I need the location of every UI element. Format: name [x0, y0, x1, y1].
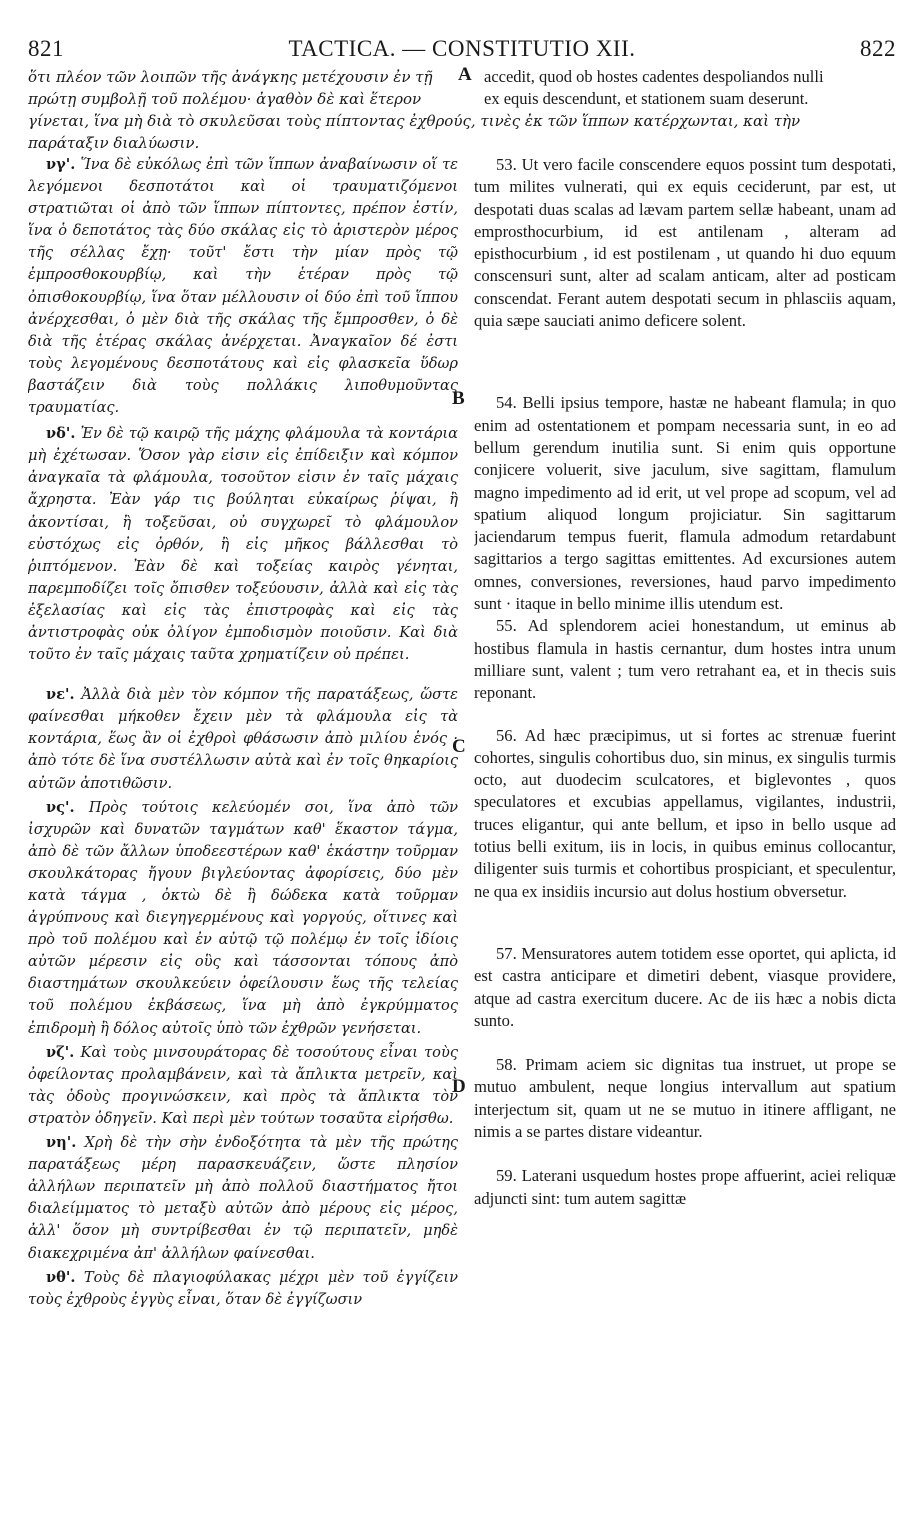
paragraph-text: Χρὴ δὲ τὴν σὴν ἐνδοξότητα τὰ μὲν τῆς πρώτης παρατάξεως μέρη παρασκευάζειν, ὥστε πλησίον ἀλλήλων περιπατεῖν μὴ ἀπὸ πολλοῦ διαστήματος ἤτοι διαλείμματος τὸ μεταξὺ αὐτῶν ἀπὸ μέρους εἰς μέρος, ἀλλ' ὅσον μὴ συντρίβεσθαι ἐν τῷ περιπατεῖν, μηδὲ διακεχριμένα ἀπ' ἀλλήλων φαίνεσθαι. [28, 1134, 458, 1262]
paragraph-number: 56. [496, 725, 517, 745]
paragraph-text: Ἐν δὲ τῷ καιρῷ τῆς μάχης φλάμουλα τὰ κοντάρια μὴ ἐχέτωσαν. Ὅσον γὰρ εἰσιν εἰς ἐπίδειξιν καὶ κόμπον ἀναγκαῖα τὰ φλάμουλα, τοσοῦτον εἰσιν ἐν ταῖς μάχαις ἄχρηστα. Ἐὰν γάρ τις βούληται εὐκαίρως ῥίψαι, ἢ ἀκοντίσαι, ἢ τοξεῦσαι, οὐ συγχωρεῖ τὸ φλάμουλον εὐστόχως εἰς ὀρθόν, ἢ εἰς μῆκος βάλλεσθαι τὸ ῥιπτόμενον. Ἐὰν δὲ καὶ τοξείας καιρὸς γένηται, παρεμποδίζει τοῖς ὄπισθεν τοξεύουσιν, ἀλλὰ καὶ εἰς τὰς ἐξελασίας καὶ εἰς τὰς ἐπιστροφὰς καὶ εἰς τὰς ἀντιστροφὰς οὐκ ὀλίγον ἐμποδισμὸν ποιοῦσιν. Καὶ διὰ τοῦτο ἐν ταῖς μάχαις ταῦτα χρηματίζειν οὐ πρέπει. [28, 425, 458, 664]
latin-paragraph [474, 943, 896, 1032]
paragraph-text: Belli ipsius tempore, hastæ ne habeant flamula; in quo enim ad ostentationem et pompam necessaria sunt, in eo ad bellum gerendum inutilia sunt. Si enim quis opportune conjicere voluerit, sive jaculum, sive sagittam, flamulum magno impedimento ad id erit, ut vel prope ad scopum, vel ad spatium aliquod longum projiciatur. Sin sagittarum jaciendarum tempus fuerit, flamula admodum retardabunt sagittarios a tergo sagittas emittentes. Ad excursiones autem omnes, conversiones, reversiones, haud parvo impedimento sunt · itaque in bello minime illis utendum est. [474, 393, 896, 614]
paragraph-text: Ad hæc præcipimus, ut si fortes ac strenuæ fuerint cohortes, singulis cohortibus duo, sin minus, ex singulis turmis octo, aut duodecim sculcatores, et biglevontes , quos speculatores et excubias appellamus, vigilantes, industrii, truces eligantur, qui ante bellum, et ipso in bello usque ad totius belli exitum, iis in locis, in quibus eminus collocantur, diligenter suis turmis et cohortibus prospiciant, et speculentur, ne qua ex insidiis incursio aut dolus hostium obversetur. [474, 725, 896, 901]
paragraph-text: Mensuratores autem totidem esse oportet, qui aplicta, id est castra anticipare et dimetiri debent, viasque providere, atque ad castra exercitum ducere. Ac de iis hæc a nobis dicta sunto. [474, 943, 896, 1030]
greek-paragraph [28, 684, 458, 794]
paragraph-number: νς'. [46, 798, 75, 816]
intro-greek-line: παράταξιν διαλύωσιν. [28, 134, 200, 152]
paragraph-text: Καὶ τοὺς μινσουράτορας δὲ τοσούτους εἶναι τοὺς ὀφείλοντας προλαμβάνειν, καὶ τὰ ἄπλικτα μετρεῖν, καὶ τὰς ὁδοὺς προγινώσκειν, καὶ πρὸς τὰ ἄπλικτα τὸν στρατὸν ὁδηγεῖν. Καὶ περὶ μὲν τούτων τοσαῦτα εἰρήσθω. [28, 1043, 458, 1127]
paragraph-number: νζ'. [46, 1043, 75, 1061]
paragraph-number: 55. [496, 616, 517, 636]
paragraph-text: Ut vero facile conscendere equos possint tum despotati, tum milites vulnerati, qui ex equis ceciderunt, par est, ut despotati duas scalas ad lævam partem sellæ habeant, unam ad emprosthocurbium, id est antilenam , alteram ad episthocurbium , id est postilenam , ut quando hi duo equum conscensuri sunt, alter ad scalam anticam, alter ad posticam conscendat. Ferant autem despotati secum in phlasciis aquam, quia sæpe sauciati animo deficere solent. [474, 155, 896, 331]
paragraph-text: Πρὸς τούτοις κελεύομέν σοι, ἵνα ἀπὸ τῶν ἰσχυρῶν καὶ δυνατῶν ταγμάτων καθ' ἕκαστον τάγμα, ἀπὸ δὲ τῶν ἄλλων ὑποδεεστέρων καθ' ἑκάστην τοῦρμαν σκουλκάτορας ἤγουν βιγλεύοντας ἀφορίσεις, δύο μὲν κατὰ τάγμα , ὀκτὼ δὲ ἢ δώδεκα κατὰ τοῦρμαν ἀγρύπνους καὶ διεγηγερμένους καὶ γοργούς, οἵτινες καὶ πρὸ τοῦ πολέμου καὶ ἐν αὐτῷ τῷ πολέμῳ ἐν τοῖς ἰδίοις αὐτῶν μέρεσιν εἰς οὓς καὶ τάσσονται τόπους ἀπὸ διαστημάτων σκουλκεύειν ὀφείλουσιν ἕως τῆς τελείας τοῦ πολέμου ἐκβάσεως, ἵνα μὴ ἀπὸ ἐγκρύμματος ἐπιδρομὴ ἢ δόλος αὐτοῖς ὑπὸ τῶν ἐχθρῶν γενήσεται. [28, 798, 458, 1037]
paragraph-number: νγ'. [46, 156, 76, 173]
greek-paragraph [28, 1132, 458, 1265]
greek-paragraph [28, 1267, 458, 1311]
intro-greek [28, 66, 458, 110]
latin-paragraph [474, 392, 896, 615]
paragraph-number: νθ'. [46, 1268, 76, 1286]
margin-letter-b: B [452, 388, 465, 409]
greek-column [28, 154, 458, 1520]
page-number-left: 821 [28, 36, 64, 61]
paragraph-number: 58. [496, 1055, 517, 1075]
paragraph-number: νε'. [46, 686, 75, 704]
latin-paragraph [474, 725, 896, 903]
latin-paragraph [474, 1054, 896, 1143]
running-title: TACTICA. — CONSTITUTIO XII. [288, 36, 636, 61]
paragraph-text: Primam aciem sic dignitas tua instruet, ut prope se mutuo ambulent, neque longius intervallum aut spatium interjectum sit, quam ut ne se mutuo in itinere affligant, ne nimis a se partes distare videantur. [474, 1055, 896, 1141]
paragraph-text: Laterani usquedum hostes prope affuerint, aciei reliquæ adjuncti sint: tum autem sagittæ [474, 1166, 896, 1208]
intro-latin-line: ex equis descendunt, et stationem suam deserunt. [484, 89, 809, 108]
intro-greek-line: ὅτι πλέον τῶν λοιπῶν τῆς ἀνάγκης μετέχουσιν ἐν τῇ [28, 68, 433, 86]
paragraph-text: Ἵνα δὲ εὐκόλως ἐπὶ τῶν ἵππων ἀναβαίνωσιν οἵ τε λεγόμενοι δεσποτάτοι καὶ οἱ τραυματιζόμενοι στρατιῶται οἱ ἀπὸ τῶν ἵππων πίπτοντες, πρέπον ἐστίν, ἵνα ὁ δεποτάτος τὰς δύο σκάλας εἰς τὸ ἀριστερὸν μέρος τῆς σέλλας ἔχῃ· τοῦτ' ἔστι τὴν μίαν πρὸς τῷ ἐμπροσθοκουρβίῳ, καὶ τὴν ἑτέραν πρὸς τῷ ὀπισθοκουρβίῳ, ἵνα ὅταν μέλλουσιν οἱ δύο ἐπὶ τοῦ ἵππου ἀνέρχεσθαι, ὁ μὲν διὰ τῆς σκάλας τῆς ἔμπροσθεν, ὁ δὲ διὰ τῆς ἑτέρας σκάλας ἀνέρχεται. Ἀναγκαῖον δέ ἐστι τοὺς λεγομένους δεσποτάτους καὶ εἰς φλασκεῖα ὕδωρ βαστάζειν διὰ τοὺς πολλάκις λιποθυμοῦντας τραυματίας. [28, 156, 458, 417]
margin-letter-d: D [452, 1076, 466, 1097]
paragraph-text: Ἀλλὰ διὰ μὲν τὸν κόμπον τῆς παρατάξεως, ὥστε φαίνεσθαι μήκοθεν ἔχειν μὲν τὰ φλάμουλα εἰς τὰ κοντάρια, ἕως ἂν οἱ ἐχθροὶ φθάσωσιν ἀπὸ μιλίου ἑνός · ἀπὸ τότε δὲ ἵνα συστέλλωσιν αὐτὰ καὶ ἐν τοῖς θηκαρίοις αὐτῶν ἀποτιθῶσιν. [28, 686, 458, 792]
paragraph-number: 54. [496, 393, 517, 413]
latin-paragraph [474, 615, 896, 704]
page-number-right: 822 [860, 36, 896, 61]
greek-paragraph [28, 154, 458, 419]
paragraph-number: νδ'. [46, 425, 76, 443]
paragraph-text: Ad splendorem aciei honestandum, ut eminus ab hostibus flamula in hastis cernantur, dum hostes intra unum milliare sunt, valent ; tum vero retrahant ea, et in thecis suis reponant. [474, 616, 896, 703]
running-header [28, 36, 896, 66]
paragraph-text: Τοὺς δὲ πλαγιοφύλακας μέχρι μὲν τοῦ ἐγγίζειν τοὺς ἐχθροὺς ἐγγὺς εἶναι, ὅταν δὲ ἐγγίζωσιν [28, 1268, 458, 1308]
paragraph-number: 59. [496, 1166, 517, 1186]
margin-letter-c: C [452, 736, 466, 757]
paragraph-number: 53. [496, 155, 517, 174]
paragraph-number: νη'. [46, 1134, 77, 1152]
latin-paragraph [474, 1165, 896, 1210]
intro-greek-line: πρώτῃ συμβολῇ τοῦ πολέμου· ἀγαθὸν δὲ καὶ ἕτερον [28, 90, 422, 108]
greek-paragraph [28, 797, 458, 1040]
intro-wide-line: γίνεται, ἵνα μὴ διὰ τὸ σκυλεῦσαι τοὺς πίπτοντας ἐχθρούς, τινὲς ἐκ τῶν ἵππων κατέρχωνται, καὶ τὴν [28, 112, 801, 130]
intro-latin-line: accedit, quod ob hostes cadentes despoliandos nulli [484, 67, 824, 86]
intro-latin [484, 66, 924, 110]
margin-letter-a: A [458, 64, 472, 85]
latin-paragraph [474, 154, 896, 332]
paragraph-number: 57. [496, 943, 517, 963]
greek-paragraph [28, 423, 458, 666]
latin-column [474, 154, 896, 1520]
greek-paragraph [28, 1042, 458, 1130]
